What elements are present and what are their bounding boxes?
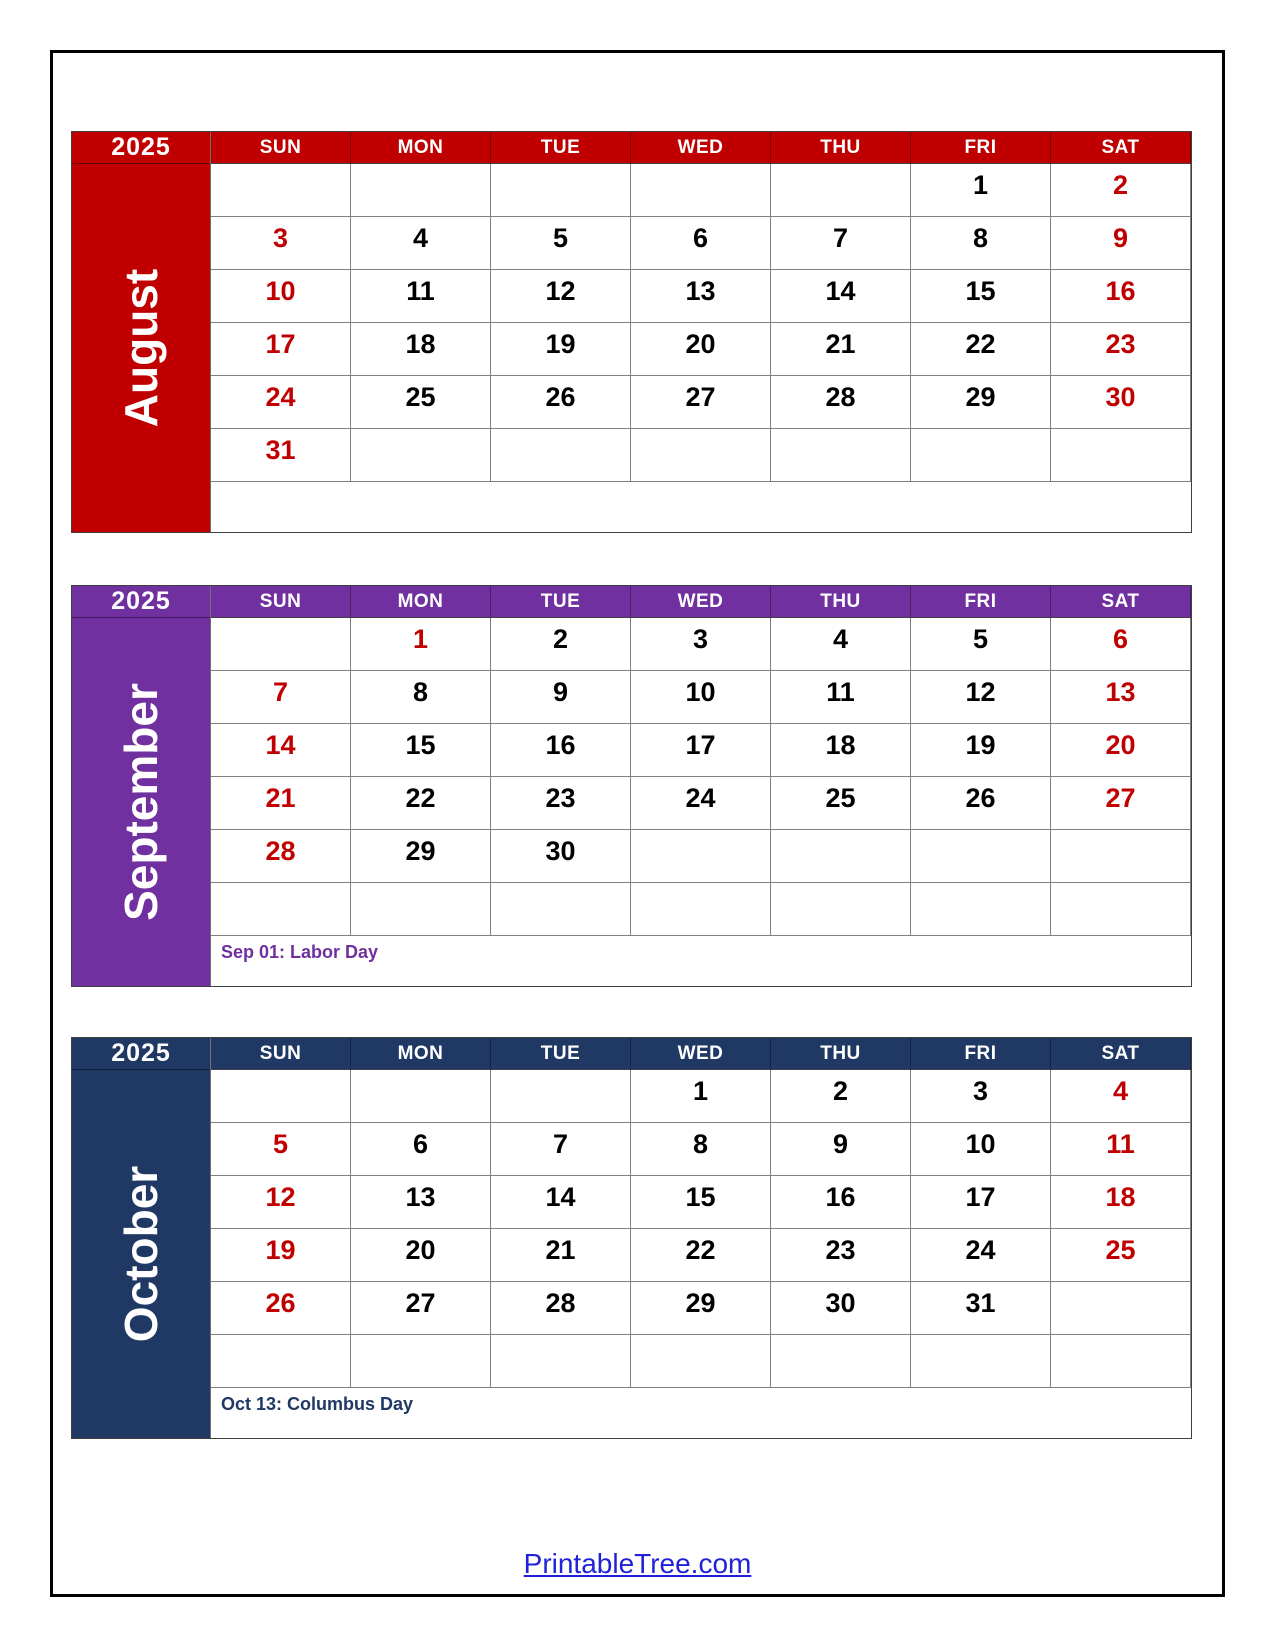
date-cell: 8: [631, 1123, 771, 1176]
day-header-fri: FRI: [911, 132, 1051, 164]
date-cell: [771, 429, 911, 482]
date-cell: 20: [1051, 724, 1191, 777]
date-cell: 24: [911, 1229, 1051, 1282]
date-cell: 8: [911, 217, 1051, 270]
day-header-sat: SAT: [1051, 586, 1191, 618]
date-cell: [211, 618, 351, 671]
year-label: 2025: [72, 586, 210, 618]
date-cell: 22: [351, 777, 491, 830]
date-cell: [351, 429, 491, 482]
month-column-october: [72, 1038, 211, 1438]
date-cell: 18: [771, 724, 911, 777]
year-label: 2025: [72, 132, 210, 164]
month-name-text: September: [115, 683, 167, 921]
date-cell: 23: [1051, 323, 1191, 376]
date-cell: 4: [1051, 1070, 1191, 1123]
date-cell: 26: [911, 777, 1051, 830]
date-cell: 8: [351, 671, 491, 724]
month-block-september: [71, 585, 1192, 987]
date-cell: [351, 164, 491, 217]
date-cell: [351, 1335, 491, 1388]
date-cell: [1051, 830, 1191, 883]
date-cell: 24: [631, 777, 771, 830]
date-cell: 26: [491, 376, 631, 429]
date-cell: 25: [351, 376, 491, 429]
day-header-tue: TUE: [491, 586, 631, 618]
date-cell: [211, 1070, 351, 1123]
day-header-thu: THU: [771, 586, 911, 618]
date-cell: 13: [1051, 671, 1191, 724]
date-cell: 3: [211, 217, 351, 270]
day-header-tue: TUE: [491, 132, 631, 164]
date-cell: 12: [491, 270, 631, 323]
date-cell: 24: [211, 376, 351, 429]
date-cell: [1051, 1282, 1191, 1335]
date-cell: 22: [911, 323, 1051, 376]
date-cell: 7: [491, 1123, 631, 1176]
date-cell: 28: [211, 830, 351, 883]
date-cell: [631, 883, 771, 936]
date-cell: 14: [211, 724, 351, 777]
day-header-sat: SAT: [1051, 1038, 1191, 1070]
date-cell: 13: [351, 1176, 491, 1229]
date-cell: 19: [211, 1229, 351, 1282]
date-cell: [211, 883, 351, 936]
date-cell: 11: [351, 270, 491, 323]
date-cell: 5: [491, 217, 631, 270]
day-header-sun: SUN: [211, 1038, 351, 1070]
date-cell: 12: [911, 671, 1051, 724]
date-cell: 11: [1051, 1123, 1191, 1176]
date-cell: 28: [491, 1282, 631, 1335]
date-cell: 27: [351, 1282, 491, 1335]
date-cell: [351, 1070, 491, 1123]
date-cell: 21: [771, 323, 911, 376]
date-cell: 7: [771, 217, 911, 270]
date-cell: 16: [491, 724, 631, 777]
day-header-sun: SUN: [211, 586, 351, 618]
date-cell: [631, 164, 771, 217]
date-cell: 6: [631, 217, 771, 270]
date-cell: 20: [631, 323, 771, 376]
date-cell: [491, 1070, 631, 1123]
date-cell: 17: [211, 323, 351, 376]
date-cell: 29: [351, 830, 491, 883]
date-cell: 15: [351, 724, 491, 777]
year-label: 2025: [72, 1038, 210, 1070]
date-cell: [911, 1335, 1051, 1388]
date-cell: 23: [491, 777, 631, 830]
month-name-label: [72, 164, 210, 532]
date-cell: 10: [631, 671, 771, 724]
date-cell: 7: [211, 671, 351, 724]
date-cell: 29: [631, 1282, 771, 1335]
date-cell: 26: [211, 1282, 351, 1335]
footer-link[interactable]: PrintableTree.com: [523, 1548, 752, 1579]
date-cell: 28: [771, 376, 911, 429]
month-block-october: [71, 1037, 1192, 1439]
date-cell: [1051, 883, 1191, 936]
day-header-fri: FRI: [911, 1038, 1051, 1070]
date-cell: [911, 883, 1051, 936]
date-cell: 31: [211, 429, 351, 482]
holiday-note: Oct 13: Columbus Day: [211, 1388, 1191, 1438]
date-cell: 27: [631, 376, 771, 429]
date-cell: 9: [491, 671, 631, 724]
date-cell: 12: [211, 1176, 351, 1229]
date-cell: 21: [491, 1229, 631, 1282]
date-cell: [771, 830, 911, 883]
day-header-wed: WED: [631, 1038, 771, 1070]
day-header-wed: WED: [631, 586, 771, 618]
day-header-wed: WED: [631, 132, 771, 164]
day-header-sun: SUN: [211, 132, 351, 164]
holiday-note: Sep 01: Labor Day: [211, 936, 1191, 986]
day-header-mon: MON: [351, 132, 491, 164]
date-cell: [631, 1335, 771, 1388]
date-cell: 14: [491, 1176, 631, 1229]
date-cell: 17: [911, 1176, 1051, 1229]
date-cell: [771, 164, 911, 217]
date-cell: [491, 1335, 631, 1388]
date-cell: [771, 1335, 911, 1388]
date-cell: 29: [911, 376, 1051, 429]
day-header-thu: THU: [771, 1038, 911, 1070]
date-cell: 9: [1051, 217, 1191, 270]
date-cell: 2: [1051, 164, 1191, 217]
date-cell: 21: [211, 777, 351, 830]
day-header-fri: FRI: [911, 586, 1051, 618]
date-cell: 25: [1051, 1229, 1191, 1282]
date-cell: 2: [771, 1070, 911, 1123]
day-header-thu: THU: [771, 132, 911, 164]
date-cell: 4: [771, 618, 911, 671]
date-cell: [211, 164, 351, 217]
date-cell: 19: [491, 323, 631, 376]
date-cell: 10: [911, 1123, 1051, 1176]
holiday-note: [211, 482, 1191, 532]
date-cell: [911, 429, 1051, 482]
date-cell: 22: [631, 1229, 771, 1282]
date-cell: 30: [1051, 376, 1191, 429]
month-name-label: [72, 618, 210, 986]
date-cell: 1: [351, 618, 491, 671]
date-cell: 2: [491, 618, 631, 671]
date-cell: [631, 830, 771, 883]
date-cell: [491, 164, 631, 217]
date-cell: 11: [771, 671, 911, 724]
date-cell: 6: [1051, 618, 1191, 671]
date-cell: 3: [631, 618, 771, 671]
date-cell: [631, 429, 771, 482]
date-cell: 4: [351, 217, 491, 270]
date-cell: [1051, 429, 1191, 482]
date-cell: 9: [771, 1123, 911, 1176]
date-cell: 27: [1051, 777, 1191, 830]
month-name-label: [72, 1070, 210, 1438]
date-cell: [911, 830, 1051, 883]
day-header-mon: MON: [351, 1038, 491, 1070]
month-block-august: [71, 131, 1192, 533]
date-cell: 14: [771, 270, 911, 323]
date-cell: 30: [771, 1282, 911, 1335]
date-cell: 23: [771, 1229, 911, 1282]
date-cell: 16: [771, 1176, 911, 1229]
date-cell: 20: [351, 1229, 491, 1282]
date-cell: 1: [911, 164, 1051, 217]
date-cell: 18: [351, 323, 491, 376]
date-cell: [771, 883, 911, 936]
day-header-sat: SAT: [1051, 132, 1191, 164]
date-cell: 31: [911, 1282, 1051, 1335]
date-cell: 19: [911, 724, 1051, 777]
date-cell: 15: [911, 270, 1051, 323]
date-cell: 15: [631, 1176, 771, 1229]
date-cell: [211, 1335, 351, 1388]
date-cell: 18: [1051, 1176, 1191, 1229]
date-cell: 6: [351, 1123, 491, 1176]
date-cell: [491, 883, 631, 936]
date-cell: 5: [911, 618, 1051, 671]
date-cell: 3: [911, 1070, 1051, 1123]
month-column-august: [72, 132, 211, 532]
date-cell: 25: [771, 777, 911, 830]
date-cell: 1: [631, 1070, 771, 1123]
date-cell: [351, 883, 491, 936]
date-cell: 17: [631, 724, 771, 777]
date-cell: [491, 429, 631, 482]
day-header-tue: TUE: [491, 1038, 631, 1070]
day-header-mon: MON: [351, 586, 491, 618]
month-column-september: [72, 586, 211, 986]
date-cell: 10: [211, 270, 351, 323]
date-cell: 30: [491, 830, 631, 883]
footer: [0, 1548, 1275, 1580]
month-name-text: August: [115, 268, 167, 428]
date-cell: 13: [631, 270, 771, 323]
date-cell: [1051, 1335, 1191, 1388]
date-cell: 5: [211, 1123, 351, 1176]
date-cell: 16: [1051, 270, 1191, 323]
month-name-text: October: [115, 1165, 167, 1343]
